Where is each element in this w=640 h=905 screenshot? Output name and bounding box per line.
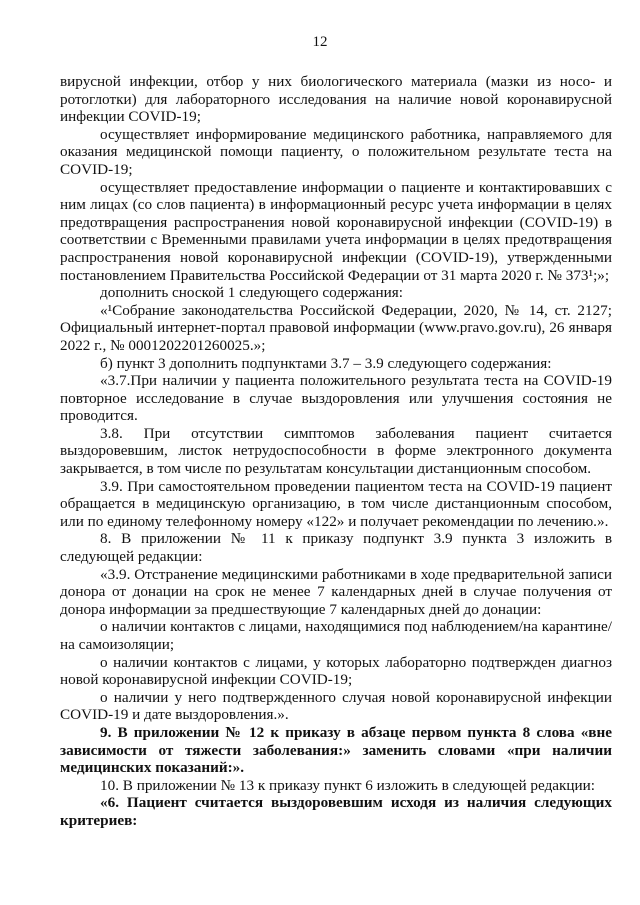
- list-item: о наличии контактов с лицами, находящимися под наблюдением/на карантине/ на самоизоляции;: [60, 618, 612, 653]
- item-8: 8. В приложении № 11 к приказу подпункт 3.9 пункта 3 изложить в следующей редакции:: [60, 530, 612, 566]
- paragraph: дополнить сноской 1 следующего содержания:: [100, 284, 403, 302]
- paragraph: осуществляет информирование медицинского работника, направляемого для оказания медицинской помощи пациенту, о положительном результате теста на COVID-19;: [60, 125, 612, 178]
- paragraph-continuation: вирусной инфекции, отбор у них биологического материала (мазки из носо- и ротоглотки) для лабораторного исследования на наличие новой коронавирусной инфекции COVID-19;: [60, 73, 612, 126]
- paragraph: «6. Пациент считается выздоровевшим исходя из наличия следующих критериев:: [60, 794, 612, 829]
- paragraph: осуществляет предоставление информации о пациенте и контактировавших с ним лицах (со слов пациента) в информационный ресурс учета информации в целях предотвращения распространения новой коронавирусной инфекции (COVID-19) в соответствии с Временными правилами учета информации в целях предотвращения распространения новой коронавирусной инфекции (COVID-19), утвержденными постановлением Правительства Российской Федерации от 31 марта 2020 г. № 373¹;»;: [60, 178, 612, 284]
- document-body: [60, 73, 612, 830]
- paragraph: б) пункт 3 дополнить подпунктами 3.7 – 3.9 следующего содержания:: [100, 354, 552, 372]
- subclause-3-8: 3.8. При отсутствии симптомов заболевания пациент считается выздоровевшим, листок нетрудоспособности в форме электронного документа закрывается, в том числе по результатам консультации дистанционным способом.: [60, 424, 612, 478]
- list-item: о наличии у него подтвержденного случая новой коронавирусной инфекции COVID-19 и дате выздоровления.».: [60, 688, 612, 724]
- item-9: 9. В приложении № 12 к приказу в абзаце первом пункта 8 слова «вне зависимости от тяжести заболевания:» заменить словами «при наличии медицинских показаний:».: [60, 723, 612, 777]
- footnote-text: «¹Собрание законодательства Российской Федерации, 2020, № 14, ст. 2127; Официальный интернет-портал правовой информации (www.pravo.gov.ru), 26 января 2022 г., № 0001202201260025.»;: [60, 301, 612, 354]
- list-item: о наличии контактов с лицами, у которых лабораторно подтвержден диагноз новой коронавирусной инфекции COVID-19;: [60, 653, 612, 689]
- subclause-3-7: «3.7.При наличии у пациента положительного результата теста на COVID-19 повторное исследование в случае выздоровления или улучшения состояния не проводится.: [60, 372, 612, 425]
- paragraph: «3.9. Отстранение медицинскими работниками в ходе предварительной записи донора от донации на срок не менее 7 календарных дней в случае получения от донора информации за предшествующие 7 календарных дней до донации:: [60, 565, 612, 618]
- subclause-3-9: 3.9. При самостоятельном проведении пациентом теста на COVID-19 пациент обращается в медицинскую организацию, в том числе дистанционным способом, или по единому телефонному номеру «122» и получает рекомендации по лечению.».: [60, 477, 612, 530]
- page-number: 12: [312, 34, 328, 50]
- item-10: 10. В приложении № 13 к приказу пункт 6 изложить в следующей редакции:: [100, 776, 596, 794]
